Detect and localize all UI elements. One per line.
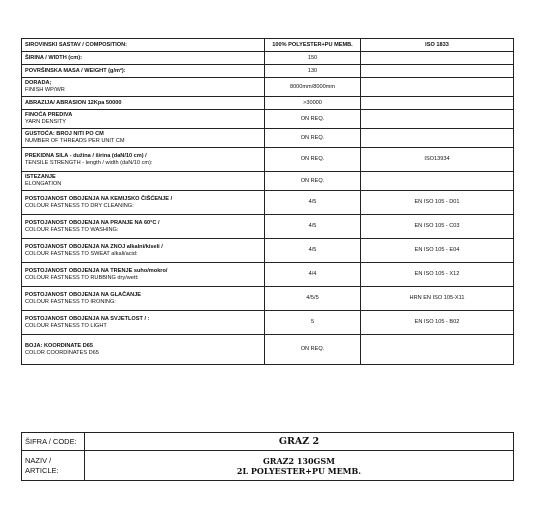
property-standard: HRN EN ISO 105-X11 [361,287,514,311]
property-label-line-1: BOJA: KOORDINATE D65 [25,342,93,349]
property-standard [361,110,514,129]
property-label-line-2: NUMBER OF THREADS PER UNIT CM [25,138,125,144]
property-value: ON REQ. [265,148,361,172]
property-label [22,65,265,78]
property-label-line-1: POSTOJANOST OBOJENJA NA ZNOJ alkalni/kiseli / [25,243,163,250]
property-label-line-2: COLOUR FASTNESS TO LIGHT [25,322,107,329]
table-row [22,239,514,263]
property-label [22,78,265,97]
property-label-line-1: PREKIDNA SILA - dužina / širina (daN/10 cm) / [25,152,147,159]
property-label-line-1: DORADA; [25,80,52,86]
table-row [22,78,514,97]
property-value: ON REQ. [265,129,361,148]
property-label-line-1: FINOĆA PREDIVA [25,112,73,118]
property-label-line-2: COLOR COORDINATES D65 [25,349,99,356]
property-standard: EN ISO 105 - C03 [361,215,514,239]
property-standard [361,129,514,148]
property-label-line-1: ABRAZIJA/ ABRASION 12Kpa 50000 [25,99,122,106]
table-row [22,191,514,215]
property-label [22,52,265,65]
table-row [22,148,514,172]
table-row [22,52,514,65]
property-label-line-1: POVRŠINSKA MASA / WEIGHT (g/m²): [25,67,126,74]
property-label-line-2: COLOUR FASTNESS TO DRY CLEANING: [25,202,134,209]
specification-table-body [22,39,514,365]
property-label-line-2: TENSILE STRENGTH - length / width (daN/10 cm): [25,159,153,166]
property-label-line-2: ELONGATION [25,181,62,187]
table-row [22,263,514,287]
property-label [22,239,265,263]
property-label-line-1: POSTOJANOST OBOJENJA NA GLAČANJE [25,291,142,298]
property-label-line-1: ŠIRINA / WIDTH (cm): [25,54,82,61]
property-label [22,263,265,287]
table-row [22,110,514,129]
property-label-line-1: GUSTOĆA: BROJ NITI PO CM [25,131,104,137]
article-label-line-2: ARTICLE: [25,465,59,475]
property-label-line-1: ISTEZANJE [25,174,56,180]
property-standard [361,335,514,365]
table-row [22,97,514,110]
table-row [22,287,514,311]
property-value: ON REQ. [265,110,361,129]
article-code-table [21,432,514,481]
property-label-line-2: COLOUR FASTNESS TO SWEAT alkali/acid: [25,250,138,257]
code-label: ŠIFRA / CODE: [22,433,85,451]
composition-value: 100% POLYESTER+PU MEMB. [265,39,361,52]
property-value: 130 [265,65,361,78]
property-value: 4/5 [265,191,361,215]
property-label [22,129,265,148]
property-label-line-2: COLOUR FASTNESS TO WASHING: [25,226,119,233]
property-label-line-1: POSTOJANOST OBOJENJA NA KEMIJSKO ČIŠĆENJE / [25,195,173,202]
table-row [22,65,514,78]
article-label [22,451,85,481]
article-label-line-1: NAZIV / [25,455,52,465]
property-label [22,287,265,311]
code-row [22,433,514,451]
table-row [22,172,514,191]
property-value: 4/5/5 [265,287,361,311]
property-value: 8000mm/8000mm [265,78,361,97]
specification-table [21,38,514,365]
article-row [22,451,514,481]
property-value: 5 [265,311,361,335]
property-value: 4/5 [265,239,361,263]
property-value: 4/4 [265,263,361,287]
property-value: ON REQ. [265,335,361,365]
property-label [22,172,265,191]
property-standard: ISO13934 [361,148,514,172]
property-label-line-2: COLOUR FASTNESS TO IRONING: [25,298,116,305]
property-label-line-2: FINISH WP/WR [25,87,65,93]
property-label-line-1: POSTOJANOST OBOJENJA NA SVJETLOST / : [25,315,150,322]
property-value: 150 [265,52,361,65]
table-row [22,215,514,239]
property-standard: EN ISO 105 - E04 [361,239,514,263]
property-label-line-2: YARN DENSITY [25,119,66,125]
property-label-line-1: POSTOJANOST OBOJENJA NA PRANJE NA 60°C / [25,219,160,226]
property-standard [361,52,514,65]
table-row [22,311,514,335]
property-standard [361,78,514,97]
code-value [85,433,514,451]
property-standard [361,97,514,110]
property-standard: EN ISO 105 - B02 [361,311,514,335]
article-value [85,451,514,481]
property-label [22,97,265,110]
article-value-line-2: 2L POLYESTER+PU MEMB. [236,465,362,476]
property-standard: EN ISO 105 - X12 [361,263,514,287]
composition-row [22,39,514,52]
property-standard [361,172,514,191]
property-label [22,215,265,239]
property-standard [361,65,514,78]
composition-standard: ISO 1833 [361,39,514,52]
code-value-text: GRAZ 2 [278,436,320,447]
property-value: ON REQ. [265,172,361,191]
property-label-line-2: COLOUR FASTNESS TO RUBBING dry/wett: [25,274,139,281]
property-value: >30000 [265,97,361,110]
property-label [22,311,265,335]
property-value: 4/5 [265,215,361,239]
property-label [22,110,265,129]
property-standard: EN ISO 105 - D01 [361,191,514,215]
property-label [22,191,265,215]
property-label [22,335,265,365]
composition-label: SIROVINSKI SASTAV / COMPOSITION: [22,39,265,52]
table-row [22,129,514,148]
property-label [22,148,265,172]
article-value-line-1: GRAZ2 130GSM [262,455,336,466]
property-label-line-1: POSTOJANOST OBOJENJA NA TRENJE suho/mokro/ [25,267,168,274]
table-row [22,335,514,365]
